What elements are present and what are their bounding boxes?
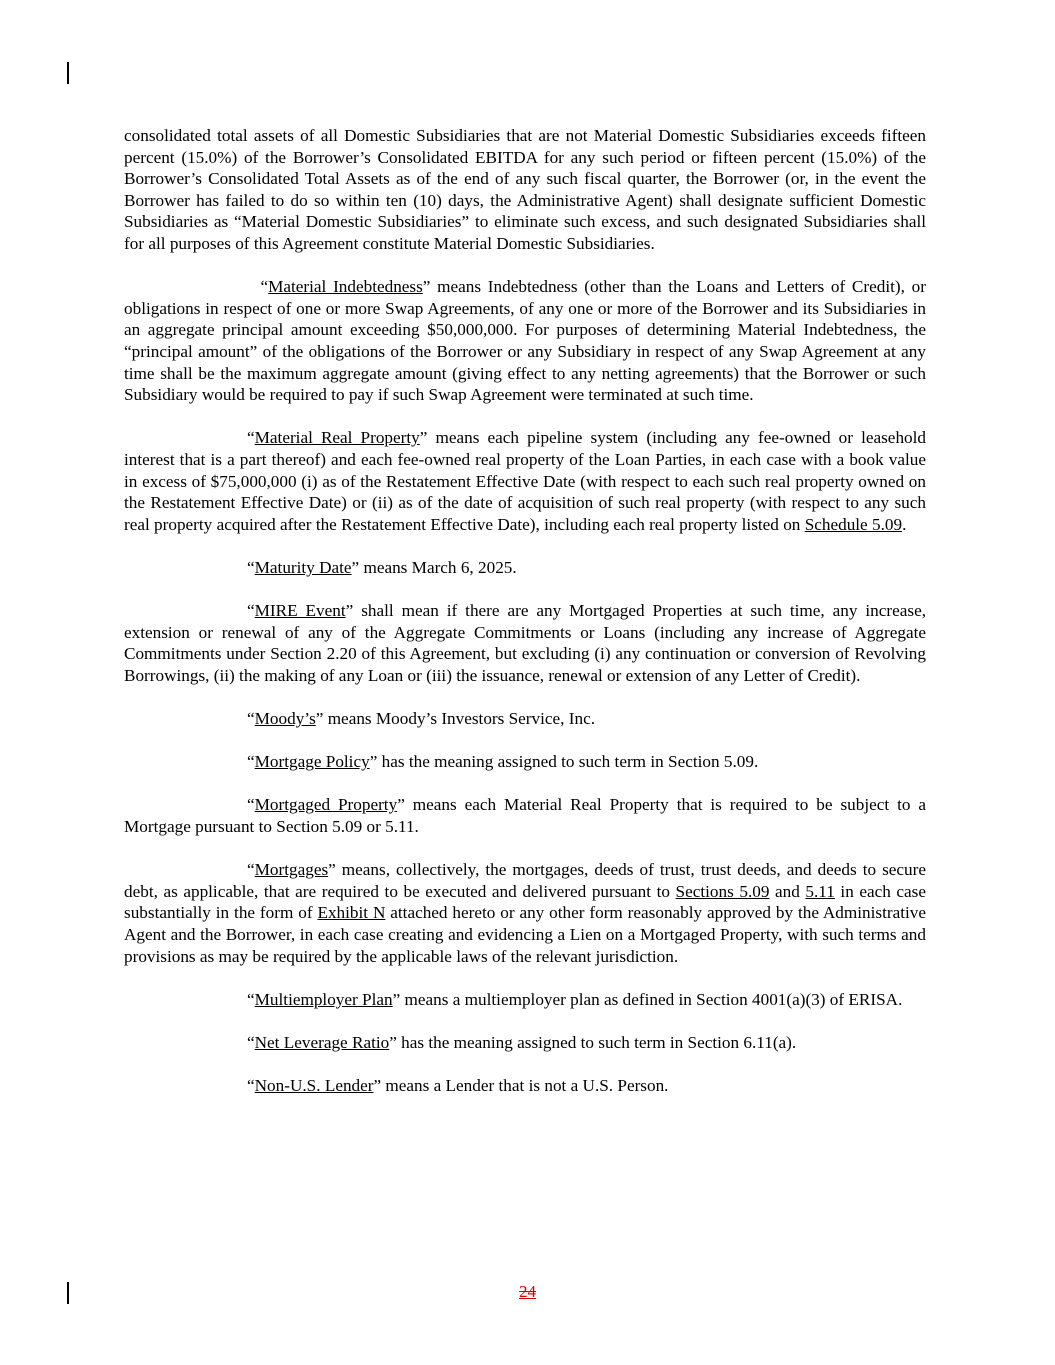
definition-text: ” means Indebtedness (other than the Loans and Letters of Credit), or obligations in respect of one or more Swap Agreements, of any one or more of the Borrower and its Subsidiaries in an aggregate principal amount exceeding $50,000,000. For purposes of determining Material Indebtedness, the “principal amount” of the obligations of the Borrower or any Subsidiary in respect of any Swap Agreement at any time shall be the maximum aggregate amount (giving effect to any netting agreements) that the Borrower or such Subsidiary would be required to pay if such Swap Agreement were terminated at such time. xyxy=(124,277,926,405)
definition-mire-event: “MIRE Event” shall mean if there are any Mortgaged Properties at such time, any increase, extension or renewal of any of the Aggregate Commitments or Loans (including any increase of Aggregate Commitments under Section 2.20 of this Agreement, but excluding (i) any continuation or conversion of Revolving Borrowings, (ii) the making of any Loan or (iii) the issuance, renewal or extension of any Letter of Credit). xyxy=(124,601,926,685)
document-body xyxy=(124,125,926,1118)
definition-text: ” shall mean if there are any Mortgaged Properties at such time, any increase, extension or renewal of any of the Aggregate Commitments or Loans (including any increase of Aggregate Commitments under Section 2.20 of this Agreement, but excluding (i) any continuation or conversion of Revolving Borrowings, (ii) the making of any Loan or (iii) the issuance, renewal or extension of any Letter of Credit). xyxy=(124,601,926,685)
defined-term: Maturity Date xyxy=(254,557,352,577)
defined-term: Multiemployer Plan xyxy=(254,989,393,1009)
defined-term: Mortgages xyxy=(254,860,329,880)
definition-end: . xyxy=(902,514,907,534)
definition-text: ” means each Material Real Property that is required to be subject to a Mortgage pursuant to Section 5.09 or 5.11. xyxy=(124,795,926,836)
definition-material-real-property: “Material Real Property” means each pipeline system (including any fee-owned or leasehold interest that is a part thereof) and each fee-owned real property of the Loan Parties, in each case with a book value in excess of $75,000,000 (i) as of the Restatement Effective Date (with respect to each such real property owned on the Restatement Effective Date) or (ii) as of the date of acquisition of such real property (with respect to any such real property acquired after the Restatement Effective Date), including each real property listed on Schedule 5.09. xyxy=(124,428,926,534)
definition-mortgaged-property: “Mortgaged Property” means each Material Real Property that is required to be subject to a Mortgage pursuant to Section 5.09 or 5.11. xyxy=(124,795,926,836)
definition-mortgages: “Mortgages” means, collectively, the mortgages, deeds of trust, trust deeds, and deeds to secure debt, as applicable, that are required to be executed and delivered pursuant to Sections 5.09 and 5.11 in each case substantially in the form of Exhibit N attached hereto or any other form reasonably approved by the Administrative Agent and the Borrower, in each case creating and evidencing a Lien on a Mortgaged Property, with such terms and provisions as may be required by the applicable laws of the relevant jurisdiction. xyxy=(124,860,926,966)
defined-term: Net Leverage Ratio xyxy=(254,1032,390,1052)
defined-term: Moody’s xyxy=(254,709,316,729)
defined-term: Material Real Property xyxy=(254,428,420,448)
section-reference: 5.11 xyxy=(805,881,835,901)
page-number: 24 xyxy=(519,1282,536,1301)
definition-moodys: “Moody’s” means Moody’s Investors Service, Inc. xyxy=(247,709,595,729)
definition-text: ” has the meaning assigned to such term in Section 6.11(a). xyxy=(389,1032,797,1052)
definition-text: and xyxy=(769,881,806,901)
definition-mortgage-policy: “Mortgage Policy” has the meaning assigned to such term in Section 5.09. xyxy=(247,752,759,772)
definition-text: ” means a multiemployer plan as defined in Section 4001(a)(3) of ERISA. xyxy=(392,989,903,1009)
definition-text: ” has the meaning assigned to such term in Section 5.09. xyxy=(369,752,759,772)
section-reference: Sections 5.09 xyxy=(675,881,770,901)
change-bar-top xyxy=(67,62,69,84)
definition-net-leverage-ratio: “Net Leverage Ratio” has the meaning assigned to such term in Section 6.11(a). xyxy=(247,1032,797,1052)
definition-material-indebtedness: “Material Indebtedness” means Indebtedness (other than the Loans and Letters of Credit), or obligations in respect of one or more Swap Agreements, of any one or more of the Borrower and its Subsidiaries in an aggregate principal amount exceeding $50,000,000. For purposes of determining Material Indebtedness, the “principal amount” of the obligations of the Borrower or any Subsidiary in respect of any Swap Agreement at any time shall be the maximum aggregate amount (giving effect to any netting agreements) that the Borrower or such Subsidiary would be required to pay if such Swap Agreement were terminated at such time. xyxy=(124,277,926,405)
definition-multiemployer-plan: “Multiemployer Plan” means a multiemployer plan as defined in Section 4001(a)(3) of ERISA. xyxy=(247,989,903,1009)
schedule-reference: Schedule 5.09 xyxy=(804,514,903,534)
exhibit-reference: Exhibit N xyxy=(317,903,386,923)
defined-term: MIRE Event xyxy=(254,601,346,621)
definition-non-us-lender: “Non-U.S. Lender” means a Lender that is not a U.S. Person. xyxy=(247,1076,669,1096)
defined-term: Mortgaged Property xyxy=(254,795,398,815)
defined-term: Material Indebtedness xyxy=(268,277,423,297)
definition-text: ” means each pipeline system (including any fee-owned or leasehold interest that is a part thereof) and each fee-owned real property of the Loan Parties, in each case with a book value in excess of $75,000,000 (i) as of the Restatement Effective Date (with respect to each such real property owned on the Restatement Effective Date) or (ii) as of the date of acquisition of such real property (with respect to any such real property acquired after the Restatement Effective Date), including each real property listed on xyxy=(124,428,926,534)
definition-text: ” means March 6, 2025. xyxy=(351,557,517,577)
definition-text: ” means a Lender that is not a U.S. Person. xyxy=(373,1076,669,1096)
defined-term: Non-U.S. Lender xyxy=(254,1076,374,1096)
defined-term: Mortgage Policy xyxy=(254,752,370,772)
definition-text: ” means Moody’s Investors Service, Inc. xyxy=(315,709,595,729)
paragraph-continuation: consolidated total assets of all Domestic Subsidiaries that are not Material Domestic Subsidiaries exceeds fifteen percent (15.0%) of the Borrower’s Consolidated EBITDA for any such period or fifteen percent (15.0%) of the Borrower’s Consolidated Total Assets as of the end of any such fiscal quarter, the Borrower (or, in the event the Borrower has failed to do so within ten (10) days, the Administrative Agent) shall designate sufficient Domestic Subsidiaries as “Material Domestic Subsidiaries” to eliminate such excess, and such designated Subsidiaries shall for all purposes of this Agreement constitute Material Domestic Subsidiaries. xyxy=(124,126,926,253)
definition-text: ” means, collectively, the mortgages, deeds of trust, trust deeds, and deeds to secure debt, as applicable, that are required to be executed and delivered pursuant to xyxy=(124,860,926,901)
definition-text: attached hereto or any other form reasonably approved by the Administrative Agent and the Borrower, in each case creating and evidencing a Lien on a Mortgaged Property, with such terms and provisions as may be required by the applicable laws of the relevant jurisdiction. xyxy=(124,903,926,966)
definition-maturity-date: “Maturity Date” means March 6, 2025. xyxy=(247,557,517,577)
definition-text: in each case substantially in the form of xyxy=(124,881,926,923)
